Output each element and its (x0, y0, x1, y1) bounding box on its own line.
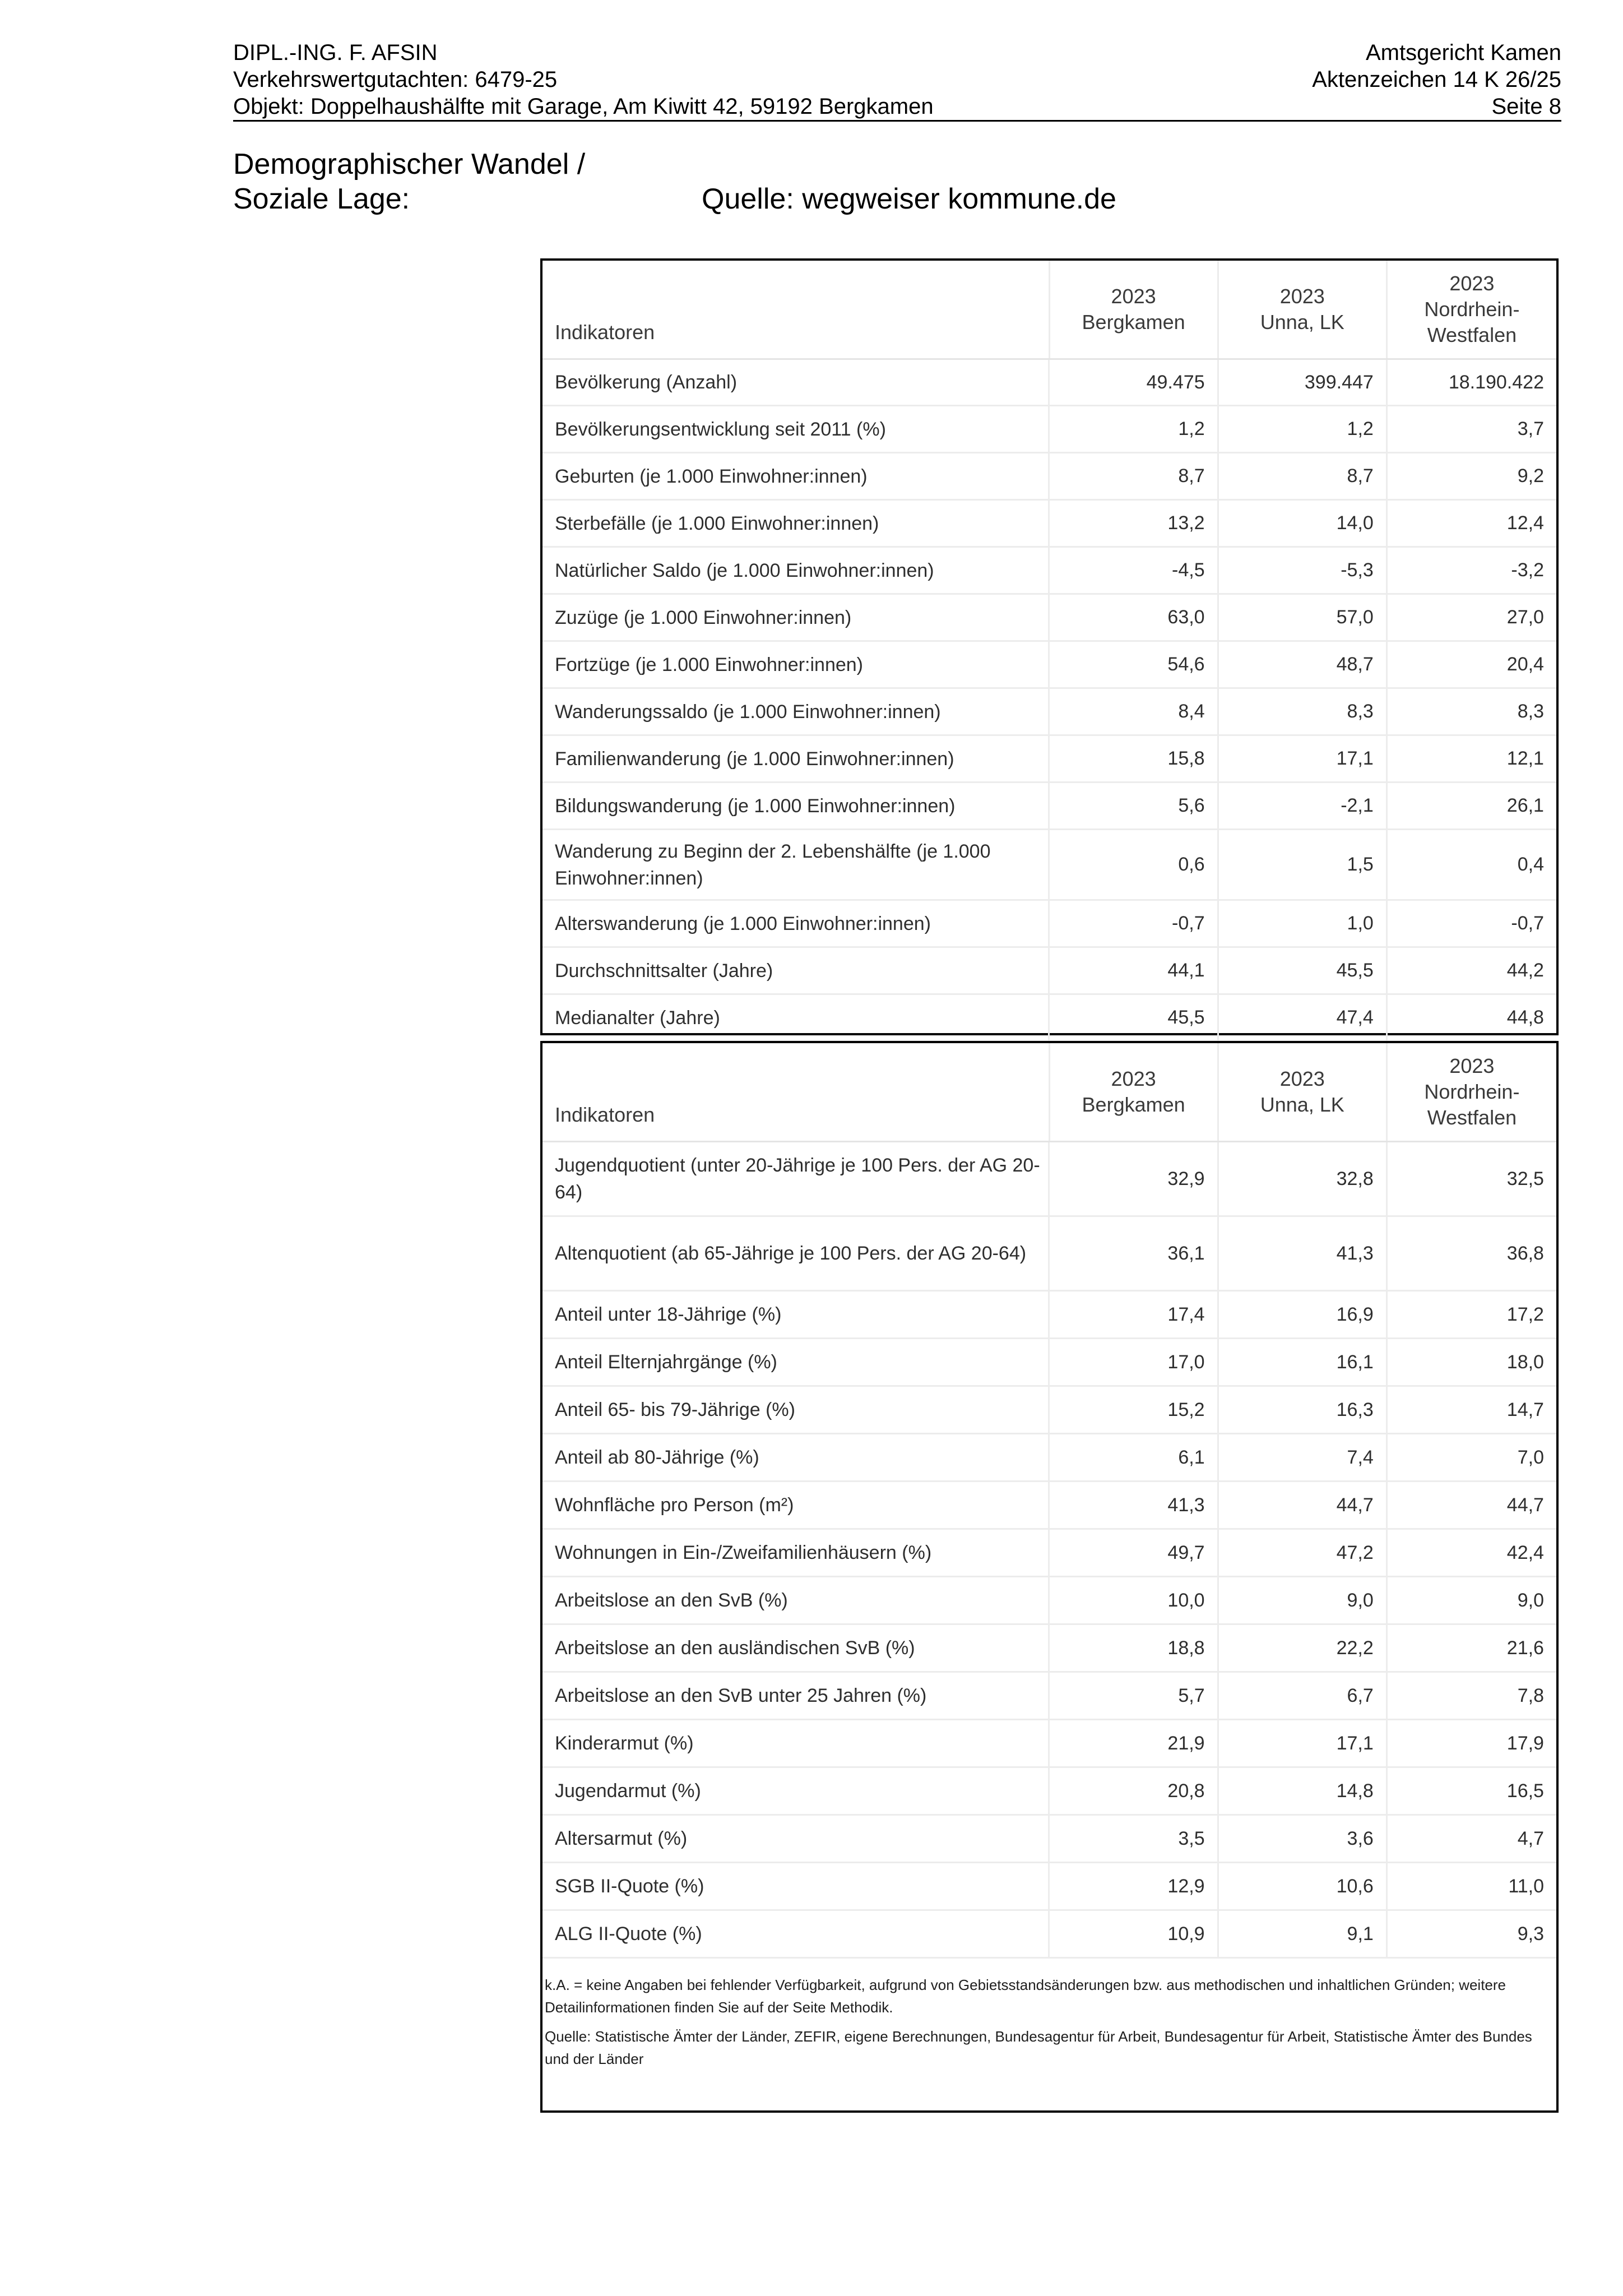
value-nrw: 17,9 (1506, 1732, 1544, 1754)
value-nrw: 3,7 (1517, 418, 1544, 439)
value-bergkamen: 5,7 (1050, 1673, 1218, 1719)
value-bergkamen: 18,8 (1050, 1625, 1218, 1671)
value-unna: 16,9 (1219, 1292, 1388, 1337)
value-unna: 32,8 (1219, 1142, 1388, 1215)
value-nrw: 18.190.422 (1448, 371, 1544, 393)
indicator-label: Geburten (je 1.000 Einwohner:innen) (542, 453, 1050, 499)
value-bergkamen: 17,0 (1050, 1339, 1218, 1385)
value-unna: 48,7 (1219, 642, 1388, 687)
value-unna: 3,6 (1219, 1816, 1388, 1862)
value-unna: 1,5 (1219, 830, 1388, 899)
value-unna: 22,2 (1219, 1625, 1388, 1671)
value-bergkamen: 15,8 (1050, 736, 1218, 781)
indicator-label: Altersarmut (%) (542, 1816, 1050, 1862)
indicator-label: Jugendquotient (unter 20-Jährige je 100 Pers. der AG 20-64) (542, 1142, 1050, 1215)
value-bergkamen: 15,2 (1050, 1387, 1218, 1433)
value-bergkamen: 5,6 (1050, 783, 1218, 828)
value-bergkamen: 32,9 (1050, 1142, 1218, 1215)
table-row (542, 995, 1556, 1042)
value-unna: 6,7 (1219, 1673, 1388, 1719)
value-bergkamen: 10,0 (1050, 1577, 1218, 1623)
value-nrw: 0,4 (1517, 854, 1544, 875)
indicator-label: Arbeitslose an den SvB (%) (542, 1577, 1050, 1623)
indicator-label: Wanderungssaldo (je 1.000 Einwohner:innen) (542, 689, 1050, 734)
table-row (542, 1625, 1556, 1673)
value-bergkamen: 21,9 (1050, 1720, 1218, 1766)
value-nrw: 9,0 (1517, 1589, 1544, 1611)
table-row (542, 1387, 1556, 1434)
value-unna: 47,4 (1219, 995, 1388, 1040)
social-table (540, 1041, 1559, 2113)
column-header-nrw: 2023 Nordrhein- Westfalen (1424, 272, 1520, 346)
value-bergkamen: 1,2 (1050, 406, 1218, 452)
value-unna: 17,1 (1219, 736, 1388, 781)
indicator-label: Anteil Elternjahrgänge (%) (542, 1339, 1050, 1385)
table-row (542, 406, 1556, 453)
value-unna: 47,2 (1219, 1530, 1388, 1576)
value-bergkamen: 13,2 (1050, 501, 1218, 546)
header-row-1 (233, 39, 1561, 66)
table-row (542, 783, 1556, 830)
value-nrw: 18,0 (1506, 1351, 1544, 1373)
value-nrw: 4,7 (1517, 1827, 1544, 1849)
value-nrw: 27,0 (1506, 607, 1544, 628)
value-bergkamen: 0,6 (1050, 830, 1218, 899)
indicator-label: SGB II-Quote (%) (542, 1863, 1050, 1909)
indicator-label: Fortzüge (je 1.000 Einwohner:innen) (542, 642, 1050, 687)
value-unna: 9,0 (1219, 1577, 1388, 1623)
value-bergkamen: 54,6 (1050, 642, 1218, 687)
indicator-label: Kinderarmut (%) (542, 1720, 1050, 1766)
value-nrw: 44,2 (1506, 960, 1544, 981)
value-bergkamen: 10,9 (1050, 1911, 1218, 1957)
value-unna: 16,3 (1219, 1387, 1388, 1433)
indicator-label: Familienwanderung (je 1.000 Einwohner:innen) (542, 736, 1050, 781)
demographics-table (540, 258, 1559, 1035)
indicator-label: Zuzüge (je 1.000 Einwohner:innen) (542, 595, 1050, 640)
value-bergkamen: 8,7 (1050, 453, 1218, 499)
value-nrw: 12,4 (1506, 512, 1544, 534)
value-unna: 9,1 (1219, 1911, 1388, 1957)
indicator-label: Bevölkerungsentwicklung seit 2011 (%) (542, 406, 1050, 452)
table-row (542, 830, 1556, 901)
table-header (542, 261, 1556, 360)
value-unna: -2,1 (1219, 783, 1388, 828)
indicator-label: Anteil 65- bis 79-Jährige (%) (542, 1387, 1050, 1433)
value-nrw: 42,4 (1506, 1542, 1544, 1563)
table-row (542, 736, 1556, 783)
value-nrw: 26,1 (1506, 795, 1544, 816)
indicator-label: Medianalter (Jahre) (542, 995, 1050, 1040)
table-row (542, 1217, 1556, 1292)
indicator-label: Natürlicher Saldo (je 1.000 Einwohner:innen) (542, 548, 1050, 593)
value-nrw: 11,0 (1508, 1875, 1544, 1897)
value-nrw: 7,8 (1517, 1684, 1544, 1706)
indicator-label: Bevölkerung (Anzahl) (542, 360, 1050, 405)
table-row (542, 901, 1556, 948)
page-header (233, 39, 1561, 122)
object-description: Objekt: Doppelhaushälfte mit Garage, Am Kiwitt 42, 59192 Bergkamen (233, 94, 934, 119)
table-row (542, 1816, 1556, 1863)
value-unna: 44,7 (1219, 1482, 1388, 1528)
table-footnotes (545, 1974, 1542, 2077)
indicator-label: Alterswanderung (je 1.000 Einwohner:innen) (542, 901, 1050, 946)
indicator-label: Sterbefälle (je 1.000 Einwohner:innen) (542, 501, 1050, 546)
table-row (542, 1577, 1556, 1625)
table-row (542, 360, 1556, 406)
value-bergkamen: 44,1 (1050, 948, 1218, 993)
appraisal-number: Verkehrswertgutachten: 6479-25 (233, 67, 558, 92)
column-header-indicators: Indikatoren (542, 1043, 1050, 1141)
table-row (542, 1292, 1556, 1339)
value-nrw: 12,1 (1506, 748, 1544, 769)
value-nrw: 21,6 (1506, 1637, 1544, 1659)
value-bergkamen: 63,0 (1050, 595, 1218, 640)
table-row (542, 501, 1556, 548)
table-row (542, 689, 1556, 736)
indicator-label: Wohnfläche pro Person (m²) (542, 1482, 1050, 1528)
value-nrw: -3,2 (1511, 559, 1544, 581)
value-nrw: 36,8 (1506, 1242, 1544, 1264)
value-nrw: 44,8 (1506, 1007, 1544, 1028)
court-name: Amtsgericht Kamen (1365, 40, 1561, 65)
table-row (542, 548, 1556, 595)
value-bergkamen: 6,1 (1050, 1434, 1218, 1480)
indicator-label: Anteil ab 80-Jährige (%) (542, 1434, 1050, 1480)
value-unna: 10,6 (1219, 1863, 1388, 1909)
value-bergkamen: -4,5 (1050, 548, 1218, 593)
table-row (542, 453, 1556, 501)
table-row (542, 642, 1556, 689)
value-nrw: 9,3 (1517, 1923, 1544, 1945)
indicator-label: Bildungswanderung (je 1.000 Einwohner:innen) (542, 783, 1050, 828)
table-row (542, 1530, 1556, 1577)
value-nrw: 7,0 (1517, 1446, 1544, 1468)
value-bergkamen: -0,7 (1050, 901, 1218, 946)
section-title-line-2: Soziale Lage: (233, 183, 410, 215)
value-unna: 14,8 (1219, 1768, 1388, 1814)
footnote-ka: k.A. = keine Angaben bei fehlender Verfügbarkeit, aufgrund von Gebietsstandsänderungen bzw. aus methodischen und inhaltlichen Gründen; weitere Detailinformationen finden Sie auf der Seite Methodik. (545, 1976, 1506, 2016)
column-header-indicators: Indikatoren (542, 261, 1050, 358)
value-bergkamen: 49,7 (1050, 1530, 1218, 1576)
value-unna: 7,4 (1219, 1434, 1388, 1480)
value-nrw: 20,4 (1506, 654, 1544, 675)
value-unna: 41,3 (1219, 1217, 1388, 1290)
table-row (542, 1339, 1556, 1387)
source-note: Quelle: wegweiser kommune.de (702, 183, 1116, 215)
value-unna: 8,7 (1219, 453, 1388, 499)
value-unna: -5,3 (1219, 548, 1388, 593)
value-bergkamen: 17,4 (1050, 1292, 1218, 1337)
table-row (542, 948, 1556, 995)
footnote-source: Quelle: Statistische Ämter der Länder, ZEFIR, eigene Berechnungen, Bundesagentur für Arbeit, Bundesagentur für Arbeit, Statistische Ämter des Bundes und der Länder (545, 2028, 1532, 2067)
indicator-label: Altenquotient (ab 65-Jährige je 100 Pers. der AG 20-64) (542, 1217, 1050, 1290)
case-number: Aktenzeichen 14 K 26/25 (1312, 67, 1561, 92)
column-header-bergkamen: 2023 Bergkamen (1050, 261, 1219, 358)
table-row (542, 1142, 1556, 1217)
value-nrw: 44,7 (1506, 1494, 1544, 1516)
table-row (542, 1863, 1556, 1911)
value-nrw: 8,3 (1517, 701, 1544, 722)
table-row (542, 1720, 1556, 1768)
section-title (233, 147, 585, 216)
value-bergkamen: 49.475 (1050, 360, 1218, 405)
value-bergkamen: 8,4 (1050, 689, 1218, 734)
section-title-line-1: Demographischer Wandel / (233, 148, 586, 180)
value-bergkamen: 41,3 (1050, 1482, 1218, 1528)
column-header-unna: 2023 Unna, LK (1219, 261, 1388, 358)
value-nrw: 17,2 (1506, 1303, 1544, 1325)
indicator-label: Anteil unter 18-Jährige (%) (542, 1292, 1050, 1337)
table-row (542, 1434, 1556, 1482)
value-unna: 8,3 (1219, 689, 1388, 734)
author-name: DIPL.-ING. F. AFSIN (233, 40, 438, 65)
value-bergkamen: 45,5 (1050, 995, 1218, 1040)
column-header-nrw: 2023 Nordrhein- Westfalen (1424, 1054, 1520, 1129)
value-nrw: 32,5 (1506, 1168, 1544, 1189)
value-bergkamen: 36,1 (1050, 1217, 1218, 1290)
header-row-2 (233, 66, 1561, 93)
value-unna: 17,1 (1219, 1720, 1388, 1766)
table-header (542, 1043, 1556, 1142)
table-row (542, 1482, 1556, 1530)
page-number: Seite 8 (1491, 94, 1561, 119)
column-header-unna: 2023 Unna, LK (1219, 1043, 1388, 1141)
value-bergkamen: 12,9 (1050, 1863, 1218, 1909)
table-row (542, 1911, 1556, 1959)
value-unna: 399.447 (1219, 360, 1388, 405)
value-nrw: 16,5 (1506, 1780, 1544, 1802)
header-row-3 (233, 93, 1561, 122)
value-unna: 45,5 (1219, 948, 1388, 993)
indicator-label: Durchschnittsalter (Jahre) (542, 948, 1050, 993)
value-bergkamen: 20,8 (1050, 1768, 1218, 1814)
column-header-bergkamen: 2023 Bergkamen (1050, 1043, 1219, 1141)
table-row (542, 1673, 1556, 1720)
indicator-label: Arbeitslose an den ausländischen SvB (%) (542, 1625, 1050, 1671)
indicator-label: Wanderung zu Beginn der 2. Lebenshälfte (je 1.000 Einwohner:innen) (542, 830, 1050, 899)
indicator-label: Jugendarmut (%) (542, 1768, 1050, 1814)
indicator-label: Arbeitslose an den SvB unter 25 Jahren (%) (542, 1673, 1050, 1719)
indicator-label: Wohnungen in Ein-/Zweifamilienhäusern (%) (542, 1530, 1050, 1576)
value-unna: 1,2 (1219, 406, 1388, 452)
value-unna: 14,0 (1219, 501, 1388, 546)
value-nrw: 9,2 (1517, 465, 1544, 487)
value-unna: 1,0 (1219, 901, 1388, 946)
table-row (542, 1768, 1556, 1816)
indicator-label: ALG II-Quote (%) (542, 1911, 1050, 1957)
value-nrw: -0,7 (1511, 913, 1544, 934)
table-row (542, 595, 1556, 642)
value-bergkamen: 3,5 (1050, 1816, 1218, 1862)
value-unna: 57,0 (1219, 595, 1388, 640)
value-nrw: 14,7 (1506, 1399, 1544, 1420)
value-unna: 16,1 (1219, 1339, 1388, 1385)
